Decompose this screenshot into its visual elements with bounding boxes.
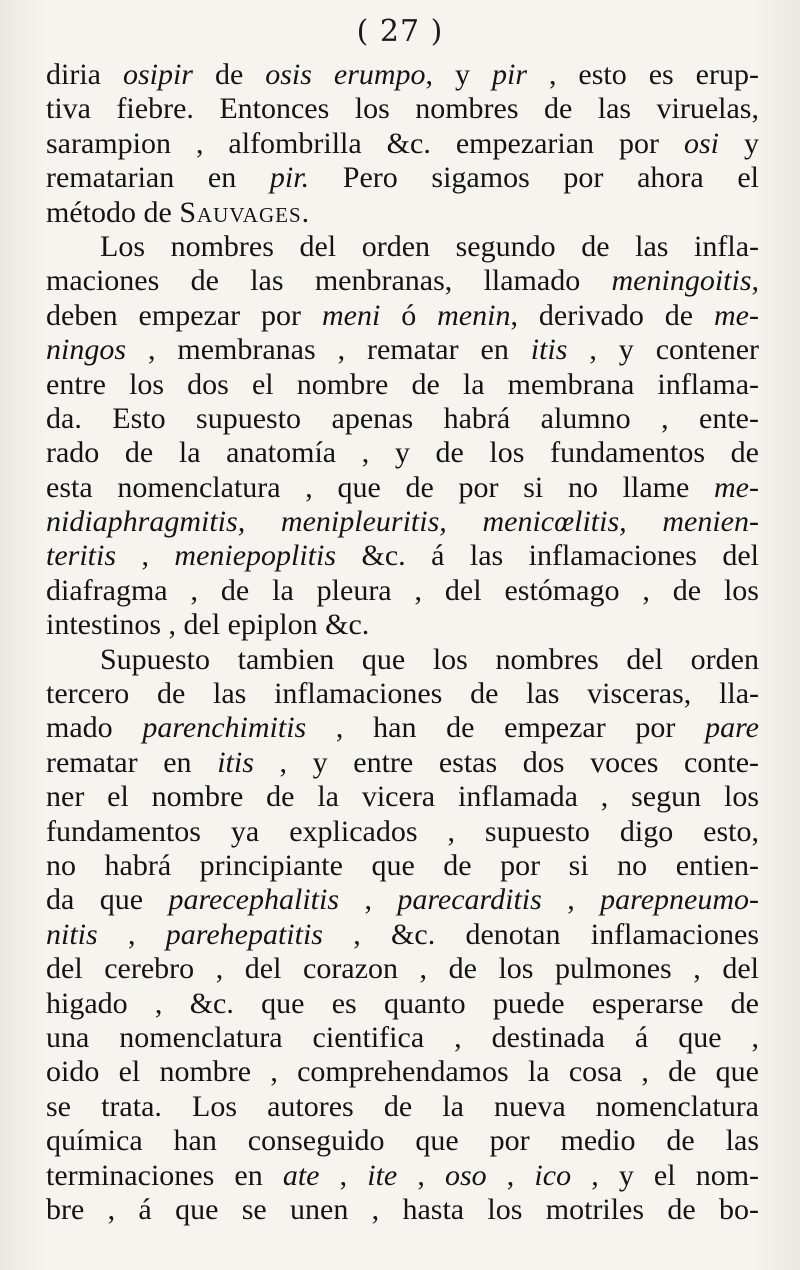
italic-text: pare <box>705 711 759 745</box>
text-segment: , <box>397 1158 445 1192</box>
text-segment: , derivado de <box>510 298 714 332</box>
text-line <box>46 711 759 745</box>
text-segment: maciones de las menbranas, llamado <box>46 264 612 298</box>
text-line <box>46 196 759 230</box>
italic-text: parenchimitis <box>142 711 307 745</box>
text-segment: diafragma , de la pleura , del estómago , de los <box>46 573 759 607</box>
text-segment: higado , &c. que es quanto puede esperarse de <box>46 986 759 1020</box>
text-segment: método de <box>46 195 180 229</box>
text-segment: , esto es erup- <box>527 58 759 91</box>
text-line <box>46 539 759 573</box>
italic-text: pir <box>491 58 527 91</box>
text-segment: , han de empezar por <box>306 711 706 745</box>
text-line <box>46 1124 759 1158</box>
text-segment: rematarian en <box>46 161 270 195</box>
text-segment: ó <box>380 298 438 332</box>
text-line <box>46 505 759 539</box>
text-line <box>46 299 759 333</box>
text-line <box>46 1055 759 1089</box>
text-line <box>46 264 759 298</box>
text-segment: da. Esto supuesto apenas habrá alumno , ente- <box>46 401 759 435</box>
italic-text: nitis <box>46 917 98 951</box>
text-line <box>46 1193 759 1227</box>
text-segment: mado <box>46 711 143 745</box>
italic-text: osipir <box>122 58 193 91</box>
text-segment: , y el nom- <box>571 1158 760 1192</box>
italic-text: me- <box>714 470 759 504</box>
italic-text: parecephalitis <box>168 883 340 917</box>
italic-text: menin <box>437 298 511 332</box>
text-segment: deben empezar por <box>46 298 322 332</box>
text-line <box>46 643 759 677</box>
text-segment: no habrá principiante que de por si no entien- <box>46 848 759 882</box>
italic-text: osi <box>684 126 720 160</box>
italic-text: me- <box>714 298 759 332</box>
text-segment: una nomenclatura cientifica , destinada á que , <box>46 1020 759 1054</box>
text-segment: bre , á que se unen , hasta los motriles de bo- <box>46 1192 759 1226</box>
text-segment: , <box>339 883 398 917</box>
text-segment: esta nomenclatura , que de por si no llame <box>46 470 715 504</box>
text-segment: rematar en <box>46 745 218 779</box>
text-line <box>46 333 759 367</box>
italic-text: parehepatitis <box>165 917 323 951</box>
text-segment: , y <box>425 58 492 91</box>
text-segment: intestinos , del epiplon &c. <box>46 608 370 642</box>
text-segment: sarampion , alfombrilla &c. empezarian por <box>46 126 684 160</box>
text-line <box>46 92 759 126</box>
text-segment: Supuesto tambien que los nombres del orden <box>100 642 759 676</box>
text-line <box>46 849 759 883</box>
italic-text: parepneumo- <box>600 883 759 917</box>
text-segment: y <box>719 126 759 160</box>
italic-text: oso <box>444 1158 487 1192</box>
text-segment: del cerebro , del corazon , de los pulmones , del <box>46 952 759 986</box>
text-line <box>46 883 759 917</box>
text-segment: &c. á las inflamaciones del <box>336 539 759 573</box>
italic-text: ningos <box>46 333 127 367</box>
text-line <box>46 987 759 1021</box>
text-segment: de <box>192 58 266 91</box>
text-segment: Pero sigamos por ahora el <box>309 161 760 195</box>
text-line <box>46 952 759 986</box>
text-segment: , membranas , rematar en <box>126 333 531 367</box>
italic-text: nidiaphragmitis, menipleuritis, menicœlitis, menien- <box>46 505 759 539</box>
text-segment: , y entre estas dos voces conte- <box>253 745 759 779</box>
text-segment: , <box>116 539 175 573</box>
text-line <box>46 677 759 711</box>
text-segment: química han conseguido que por medio de las <box>46 1124 759 1158</box>
italic-text: ite <box>367 1158 398 1192</box>
text-segment: tiva fiebre. Entonces los nombres de las viruelas, <box>46 92 759 126</box>
italic-text: itis <box>217 745 254 779</box>
page-number: ( 27 ) <box>356 14 444 49</box>
text-line <box>46 574 759 608</box>
text-segment: Los nombres del orden segundo de las infla- <box>100 229 759 263</box>
text-line <box>46 471 759 505</box>
text-line <box>46 58 759 92</box>
text-line <box>46 1090 759 1124</box>
text-segment: fundamentos ya explicados , supuesto digo esto, <box>46 814 759 848</box>
text-segment: , y contener <box>567 333 759 367</box>
text-segment: diria <box>46 58 123 91</box>
italic-text: meningoitis, <box>611 264 759 298</box>
italic-text: parecarditis <box>397 883 542 917</box>
text-segment: oido el nombre , comprehendamos la cosa , de que <box>46 1055 759 1089</box>
text-line <box>46 161 759 195</box>
text-line <box>46 918 759 952</box>
text-line <box>46 127 759 161</box>
text-segment: ner el nombre de la vicera inflamada , segun los <box>46 780 759 814</box>
italic-text: ico <box>534 1158 572 1192</box>
body-text <box>46 58 759 1227</box>
text-segment: tercero de las inflamaciones de las visceras, lla- <box>46 677 759 711</box>
text-segment: rado de la anatomía , y de los fundamentos de <box>46 436 759 470</box>
italic-text: meni <box>321 298 381 332</box>
text-segment: , <box>97 917 166 951</box>
text-segment: , &c. denotan inflamaciones <box>322 917 760 951</box>
text-line <box>46 1021 759 1055</box>
text-line <box>46 368 759 402</box>
text-line <box>46 436 759 470</box>
text-segment: Sauvages. <box>179 195 311 229</box>
text-segment: terminaciones en <box>46 1158 283 1192</box>
italic-text: ate <box>282 1158 320 1192</box>
text-line <box>46 608 759 642</box>
text-line <box>46 1159 759 1193</box>
text-segment: , <box>319 1158 368 1192</box>
text-segment: , <box>486 1158 535 1192</box>
text-segment: da que <box>46 883 169 917</box>
text-line <box>46 780 759 814</box>
italic-text: itis <box>530 333 568 367</box>
text-segment: entre los dos el nombre de la membrana inflama- <box>46 367 759 401</box>
text-segment: , <box>541 883 601 917</box>
text-line <box>46 402 759 436</box>
text-line <box>46 230 759 264</box>
italic-text: osis erumpo <box>265 58 426 91</box>
italic-text: meniepoplitis <box>174 539 337 573</box>
italic-text: pir. <box>269 161 310 195</box>
text-line <box>46 746 759 780</box>
italic-text: teritis <box>46 539 117 573</box>
text-line <box>46 815 759 849</box>
text-segment: se trata. Los autores de la nueva nomenclatura <box>46 1089 759 1123</box>
